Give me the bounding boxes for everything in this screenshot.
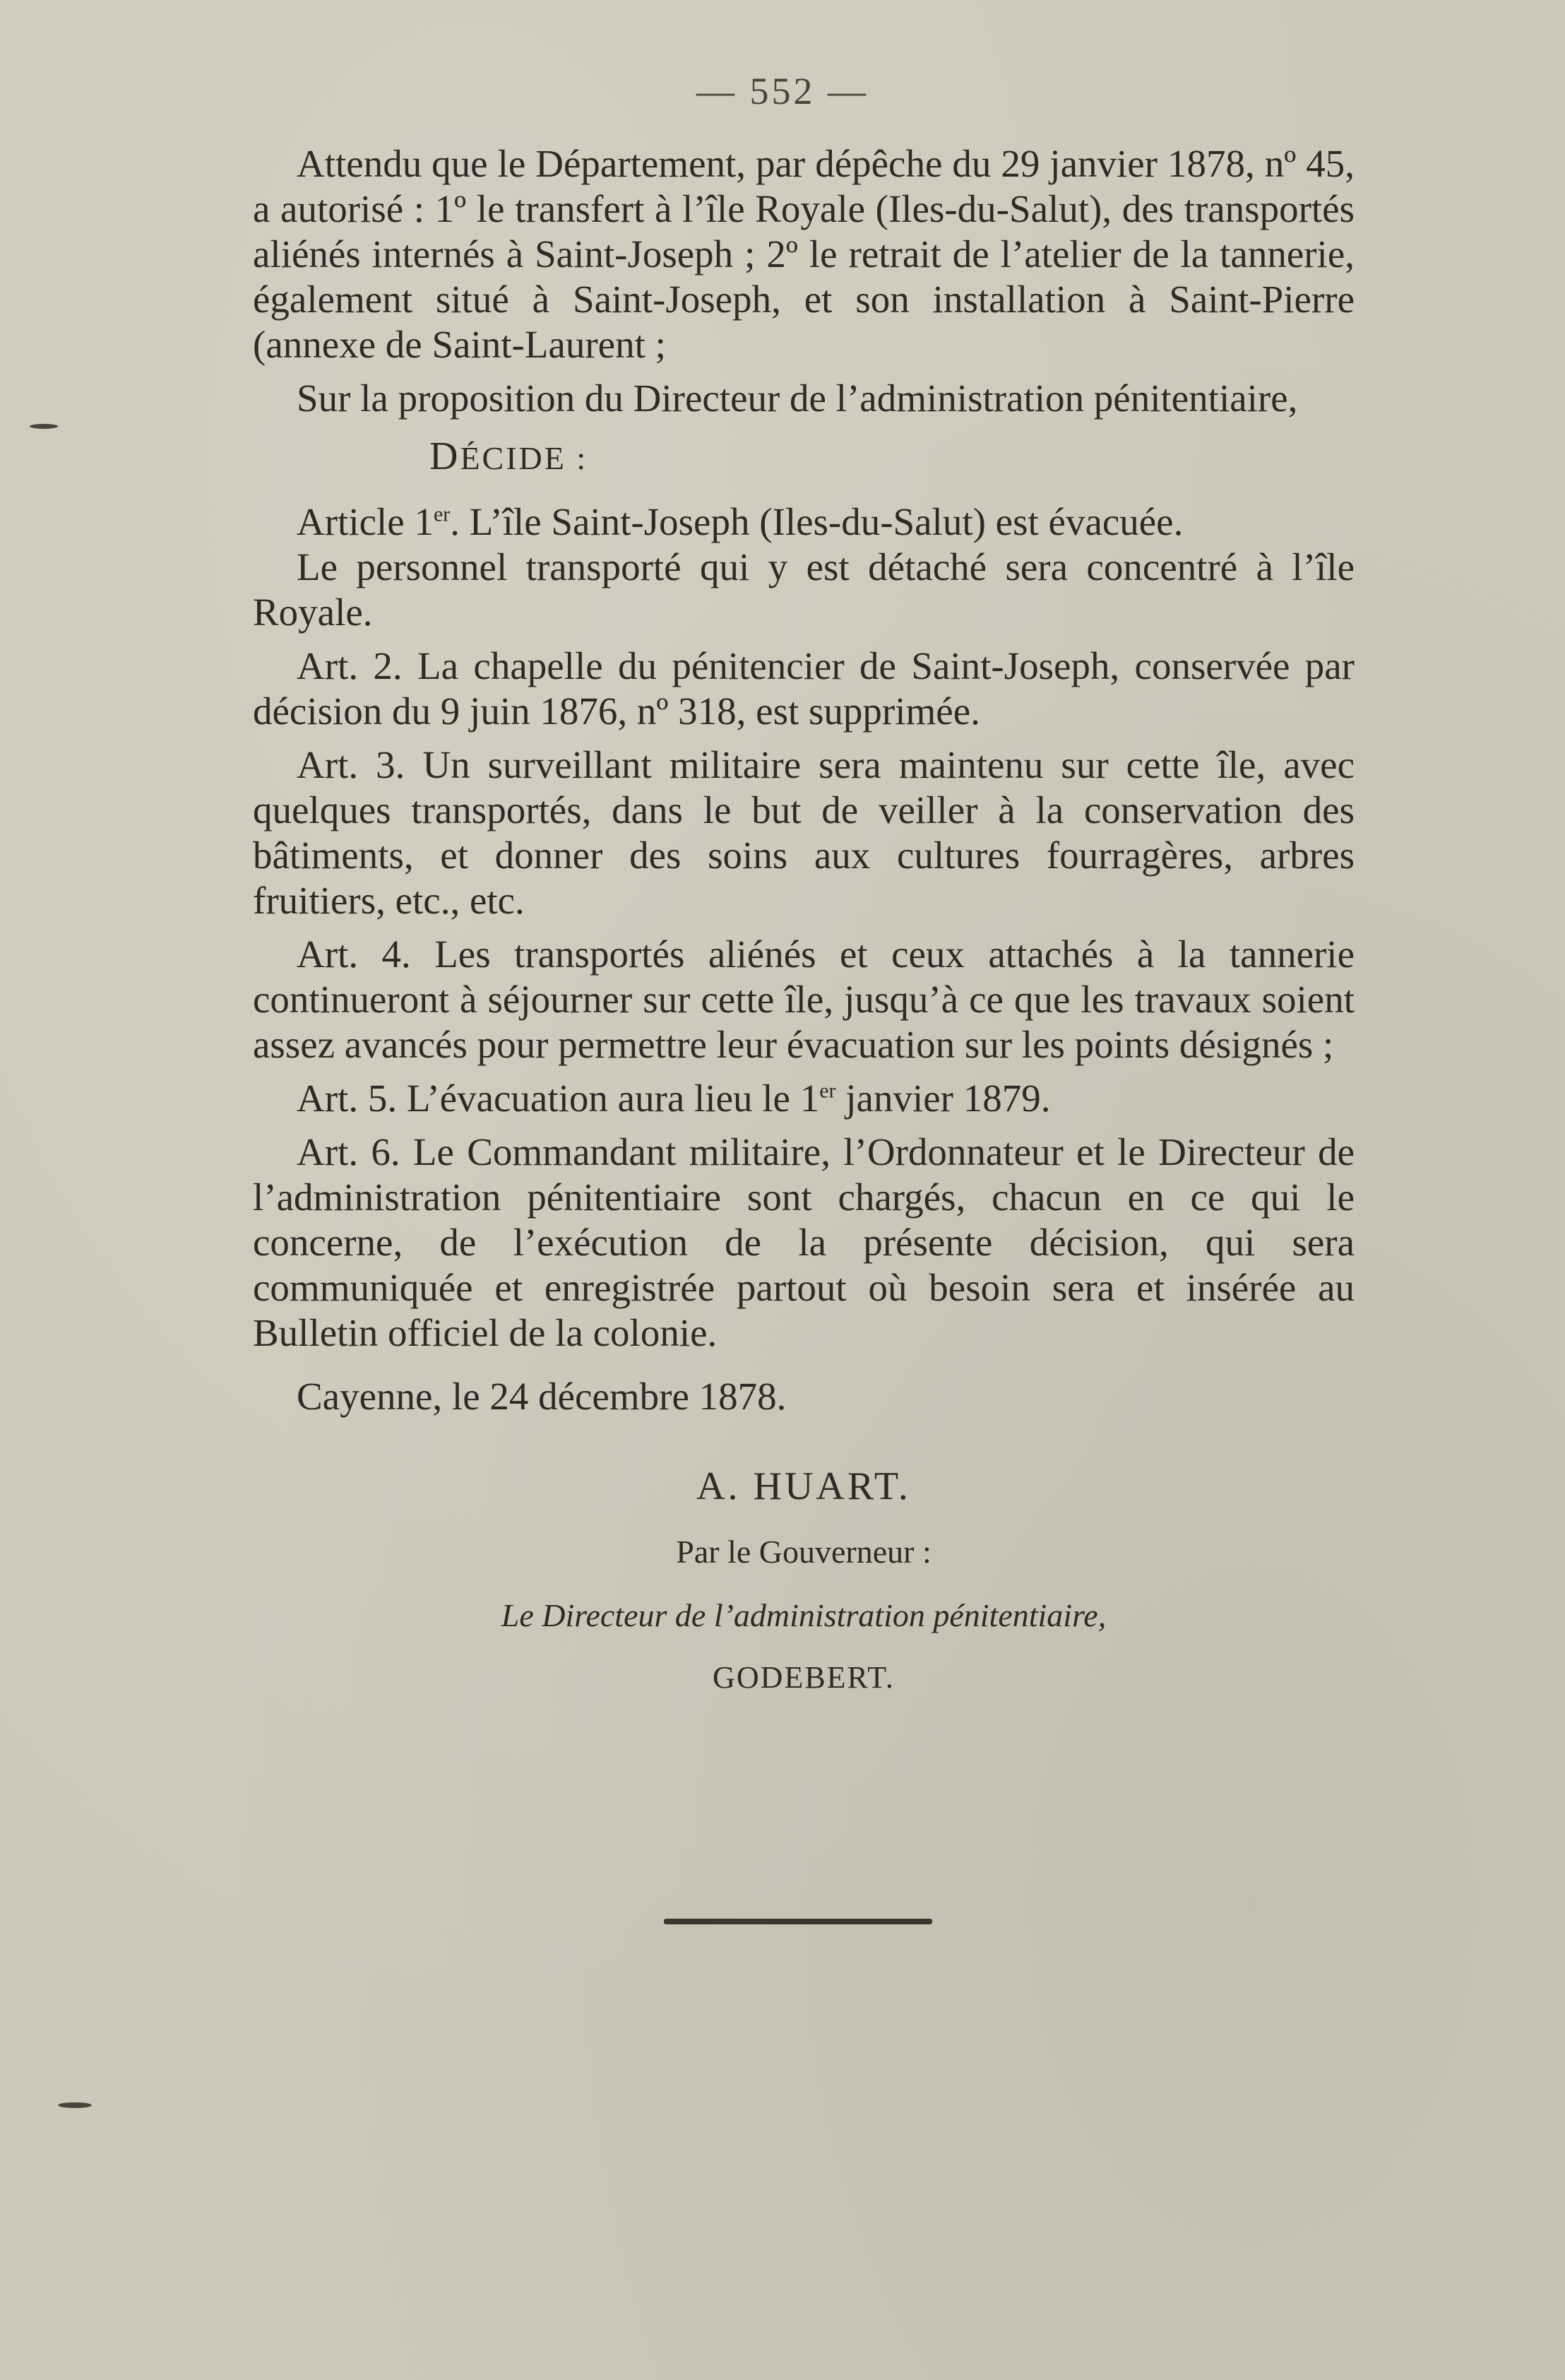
article-1-continued: Le personnel transporté qui y est détaché sera concentré à l’île Royale. — [253, 545, 1355, 634]
decide-heading — [429, 434, 1355, 481]
by-governor-line: Par le Gouverneur : — [676, 1534, 932, 1570]
article-3: Art. 3. Un surveillant militaire sera maintenu sur cette île, avec quelques transportés, dans le but de veiller à la conservation des bâtiments, et donner des soins aux cultures fourragères, arbres fruitiers, etc., etc. — [253, 743, 1355, 922]
article-4: Art. 4. Les transportés aliénés et ceux attachés à la tannerie continueront à séjourner sur cette île, jusqu’à ce que les travaux soient assez avancés pour permettre leur évacuation sur les points désignés ; — [253, 933, 1355, 1066]
page-number: — 552 — — [696, 70, 869, 112]
article-5-lead: Art. 5. L’évacuation aura lieu le 1 — [297, 1077, 820, 1120]
closing-rule — [664, 1919, 932, 1924]
article-1-lead: Article 1 — [297, 500, 434, 543]
article-5-sup: er — [819, 1079, 836, 1103]
article-1 — [253, 499, 1355, 545]
margin-mark-bottom — [58, 2102, 92, 2108]
article-2: Art. 2. La chapelle du pénitencier de Saint-Joseph, conservée par décision du 9 juin 1876, nº 318, est supprimée. — [253, 644, 1355, 733]
article-1-text: . L’île Saint-Joseph (Iles-du-Salut) est évacuée. — [450, 500, 1184, 543]
article-5-text: janvier 1879. — [835, 1077, 1051, 1120]
article-5 — [253, 1076, 1355, 1121]
director-title: Le Directeur de l’administration pénitentiaire, — [501, 1597, 1107, 1633]
decree-body — [253, 141, 1355, 1699]
date-line: Cayenne, le 24 décembre 1878. — [297, 1375, 787, 1418]
decide-rest: ÉCIDE : — [460, 440, 588, 476]
proposition-paragraph: Sur la proposition du Directeur de l’administration pénitentiaire, — [297, 377, 1298, 420]
preamble-paragraph: Attendu que le Département, par dépêche du 29 janvier 1878, nº 45, a autorisé : 1º le transfert à l’île Royale (Iles-du-Salut), des transportés aliénés internés à Saint-Joseph ; 2º le retrait de l’atelier de la tannerie, également situé à Saint-Joseph, et son installation à Saint-Pierre (annexe de Saint-Laurent ; — [253, 142, 1355, 366]
decide-initial: D — [429, 434, 460, 478]
director-name: GODEBERT. — [713, 1660, 895, 1695]
article-1-sup: er — [433, 502, 451, 526]
signatory-name: A. HUART. — [696, 1464, 911, 1508]
signature-block — [253, 1462, 1355, 1699]
margin-mark-top — [30, 424, 58, 429]
article-6: Art. 6. Le Commandant militaire, l’Ordonnateur et le Directeur de l’administration pénitentiaire sont chargés, chacun en ce qui le concerne, de l’exécution de la présente décision, qui sera communiquée et enregistrée partout où besoin sera et insérée au Bulletin officiel de la colonie. — [253, 1130, 1355, 1354]
